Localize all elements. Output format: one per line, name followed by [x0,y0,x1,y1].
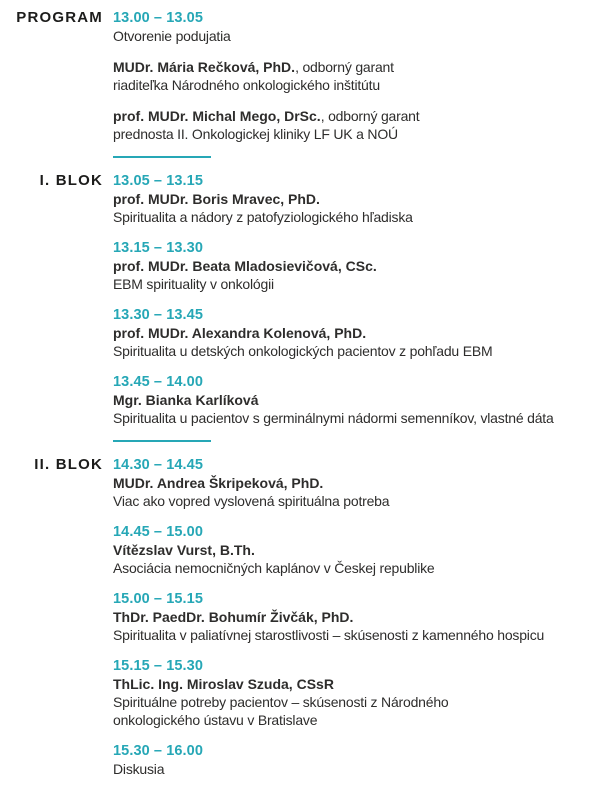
section-divider [113,440,211,442]
entry-time-range: 13.05 – 13.15 [113,173,203,189]
speaker-name: prof. MUDr. Beata Mladosievičová, CSc. [113,258,377,274]
speaker-name: ThDr. PaedDr. Bohumír Živčák, PhD. [113,609,354,625]
section-content [113,9,600,172]
entry-description-line [113,208,600,226]
program-section [0,456,600,791]
section-divider [113,156,211,158]
entry-text: Viac ako vopred vyslovená spirituálna potreba [113,493,390,509]
entry-description-line [113,626,600,644]
entry-time-range: 14.30 – 14.45 [113,457,203,473]
speaker-name: ThLic. Ing. Miroslav Szuda, CSsR [113,676,334,692]
entry-time-range: 13.45 – 14.00 [113,374,203,390]
entry-text: Spiritualita v paliatívnej starostlivosti – skúsenosti z kamenného hospicu [113,627,545,643]
speaker-name: Vítězslav Vurst, B.Th. [113,542,255,558]
entry-description-line [113,760,600,778]
speaker-name: prof. MUDr. Alexandra Kolenová, PhD. [113,325,367,341]
entry-description-line [113,693,600,711]
speaker-name: Mgr. Bianka Karlíková [113,392,259,408]
entry-time-range: 13.30 – 13.45 [113,307,203,323]
entry-description-line [113,342,600,360]
entry-speaker-line [113,190,600,208]
entry-description-line [113,492,600,510]
entry-speaker-line [113,324,600,342]
program-section [0,9,600,172]
entry-speaker-line [113,541,600,559]
schedule-entry [113,590,600,644]
entry-text: onkologického ústavu v Bratislave [113,712,318,728]
entry-description-line [113,125,600,143]
entry-time-range: 13.15 – 13.30 [113,240,203,256]
schedule-entry [113,523,600,577]
schedule-entry [113,306,600,360]
section-label: PROGRAM [16,9,103,26]
entry-time-range: 14.45 – 15.00 [113,524,203,540]
program-section [0,172,600,456]
schedule-entry [113,9,600,45]
entry-time-range: 13.00 – 13.05 [113,10,203,26]
schedule-entry [113,239,600,293]
speaker-name: prof. MUDr. Michal Mego, DrSc. [113,108,321,124]
speaker-name: prof. MUDr. Boris Mravec, PhD. [113,191,320,207]
entry-text: Diskusia [113,761,165,777]
entry-text: Spirituálne potreby pacientov – skúsenosti z Národného [113,694,449,710]
section-label: II. BLOK [34,456,103,473]
entry-text: , odborný garant [295,59,394,75]
speaker-name: MUDr. Andrea Škripeková, PhD. [113,475,324,491]
entry-text: Otvorenie podujatia [113,28,231,44]
entry-description-line [113,27,600,45]
entry-text: Spiritualita u pacientov s germinálnymi nádormi semenníkov, vlastné dáta [113,410,554,426]
schedule-entry [113,657,600,729]
entry-description-line [113,76,600,94]
section-label: I. BLOK [39,172,103,189]
section-content [113,172,600,456]
entry-description-line [113,711,600,729]
entry-text: Spiritualita a nádory z patofyziologického hľadiska [113,209,413,225]
entry-speaker-line [113,391,600,409]
entry-text: , odborný garant [320,108,420,124]
entry-description-line [113,275,600,293]
entry-text: EBM spirituality v onkológii [113,276,274,292]
entry-time-range: 15.00 – 15.15 [113,591,203,607]
entry-time-range: 15.30 – 16.00 [113,743,203,759]
program-sections [0,9,600,791]
schedule-entry [113,58,600,94]
entry-speaker-line [113,58,600,76]
schedule-entry [113,107,600,143]
schedule-entry [113,742,600,778]
entry-text: Asociácia nemocničných kaplánov v Českej republike [113,560,435,576]
entry-speaker-line [113,107,600,125]
entry-description-line [113,559,600,577]
entry-time-range: 15.15 – 15.30 [113,658,203,674]
entry-text: riaditeľka Národného onkologického inštitútu [113,77,380,93]
section-content [113,456,600,791]
entry-speaker-line [113,675,600,693]
entry-text: prednosta II. Onkologickej kliniky LF UK a NOÚ [113,126,398,142]
entry-speaker-line [113,474,600,492]
schedule-entry [113,172,600,226]
entry-text: Spiritualita u detských onkologických pacientov z pohľadu EBM [113,343,493,359]
entry-speaker-line [113,608,600,626]
speaker-name: MUDr. Mária Rečková, PhD. [113,59,296,75]
entry-speaker-line [113,257,600,275]
schedule-entry [113,456,600,510]
schedule-entry [113,373,600,427]
entry-description-line [113,409,600,427]
